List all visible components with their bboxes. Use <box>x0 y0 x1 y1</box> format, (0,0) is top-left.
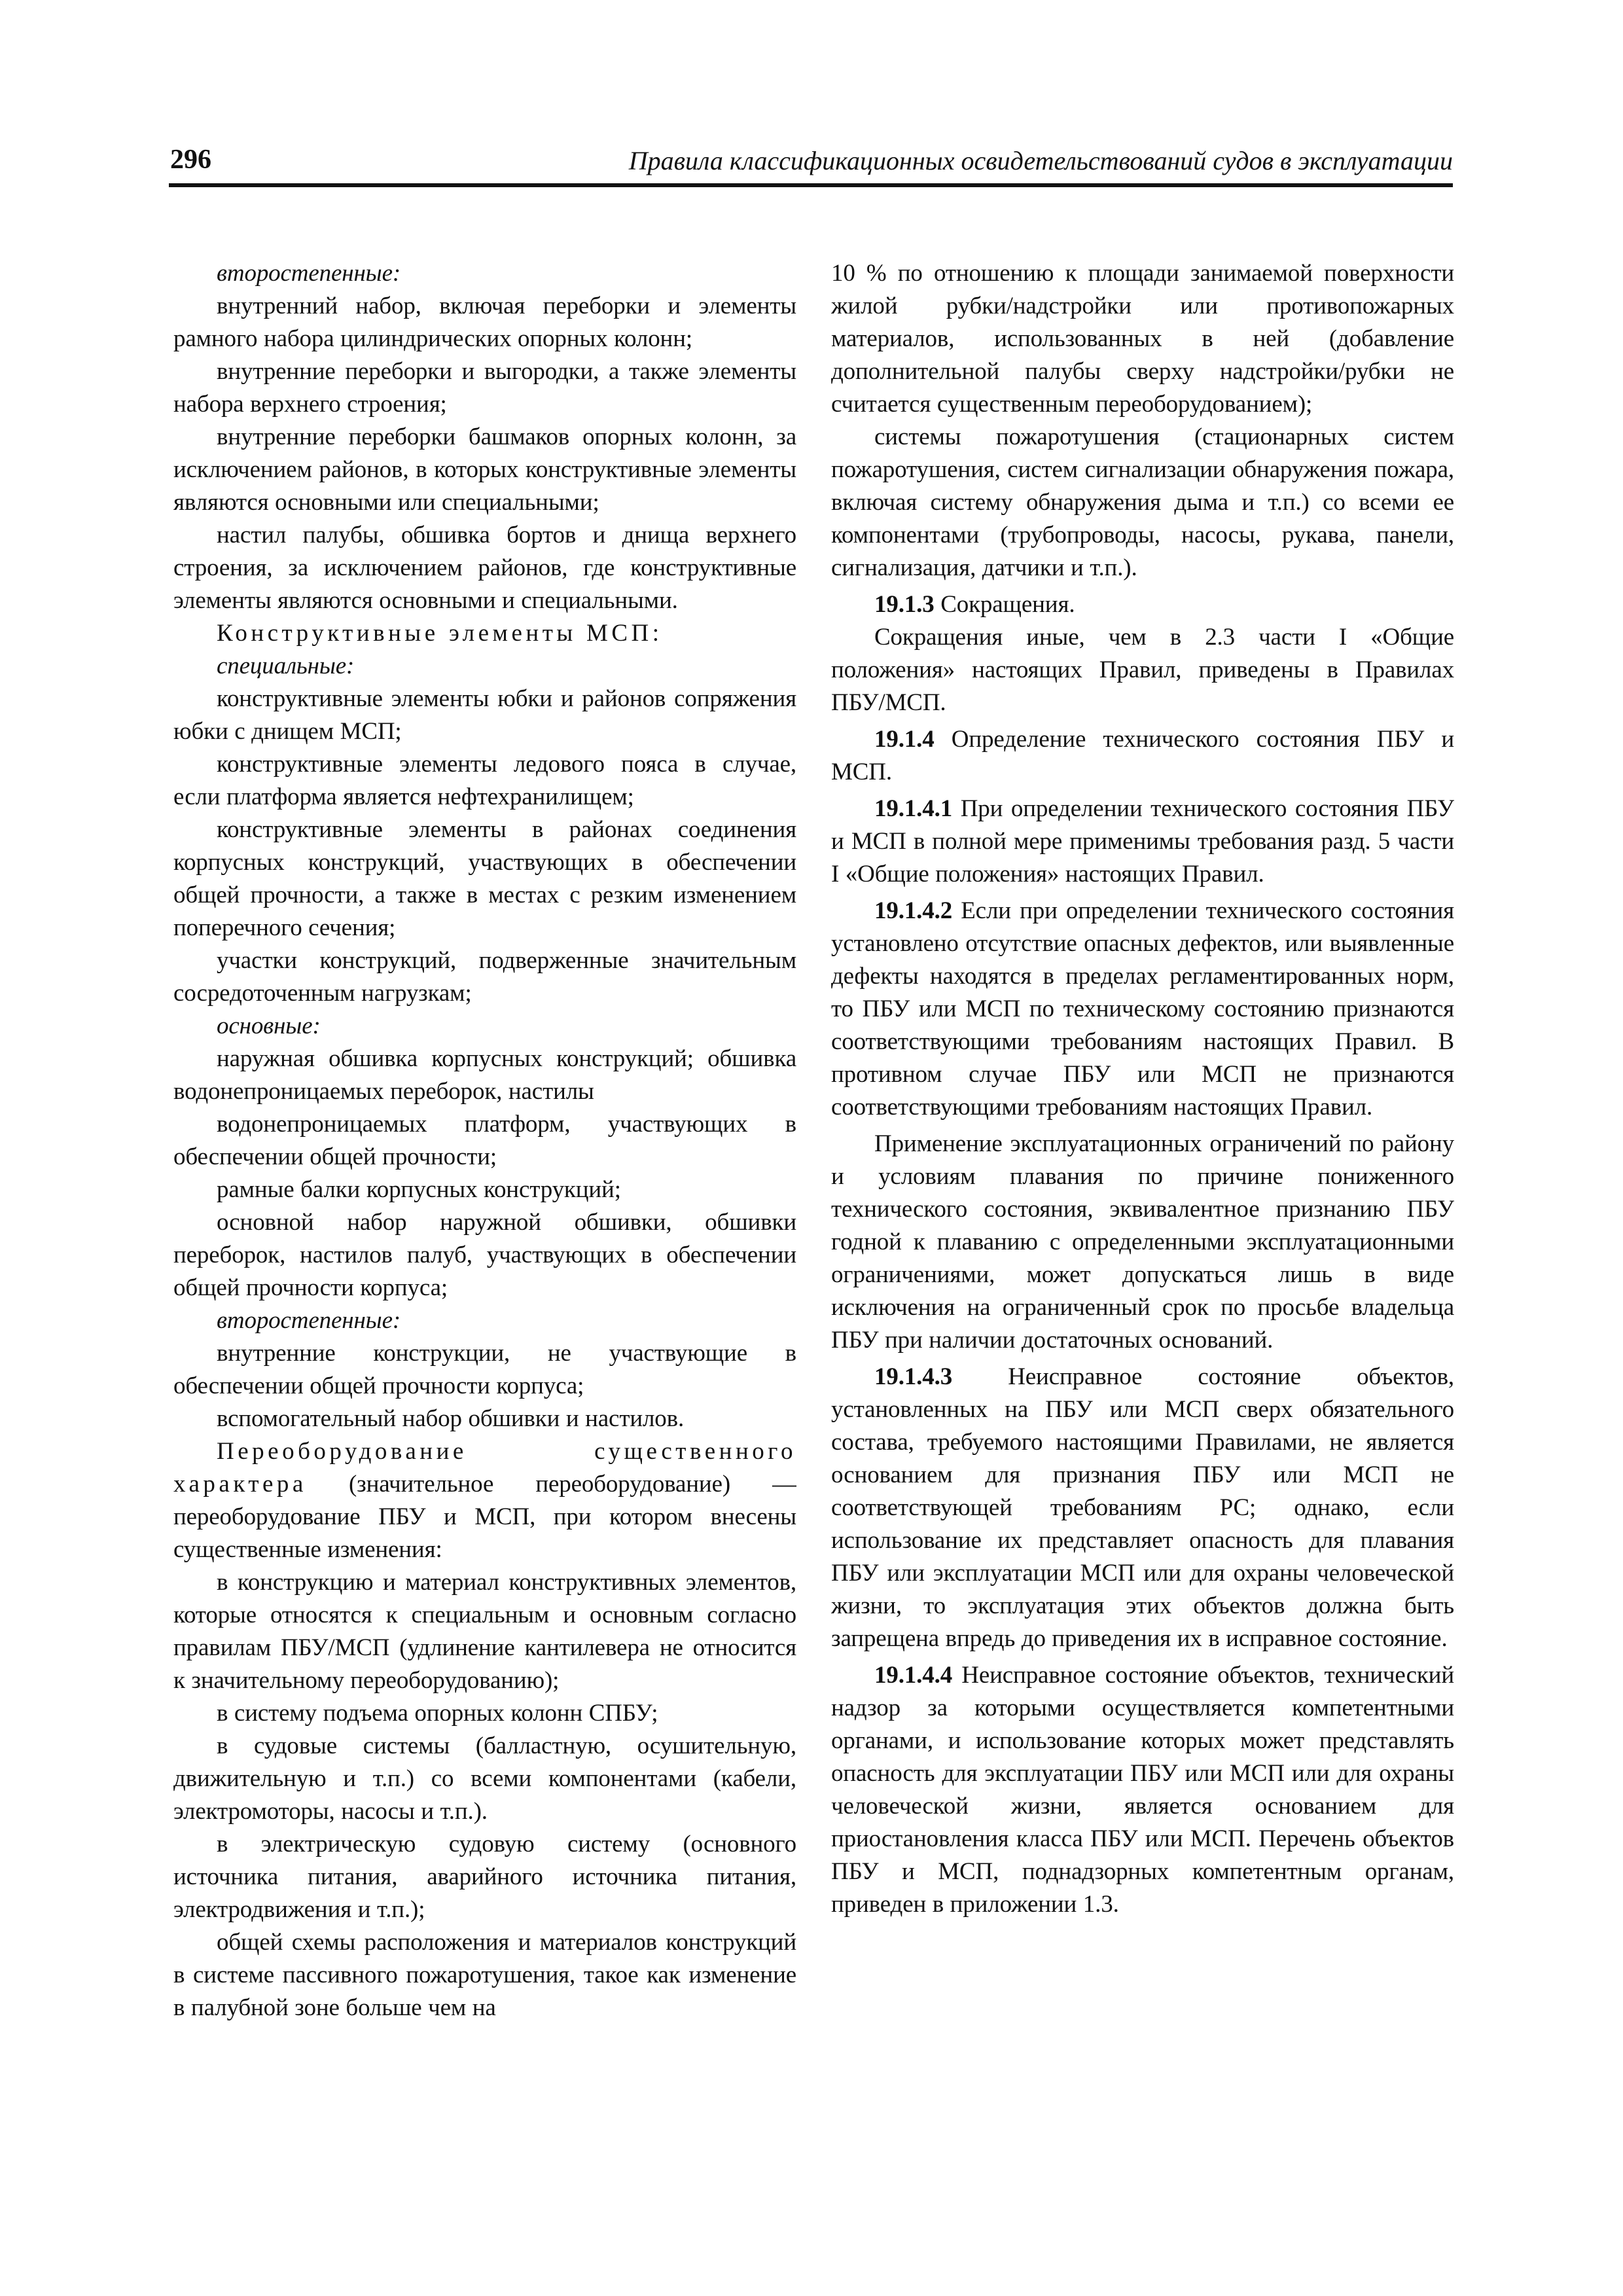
subheading-secondary: второстепенные: <box>217 260 401 287</box>
paragraph: в судовые системы (балластную, осушительную, движительную и т.п.) со всеми компонентами (кабели, электромоторы, насосы и т.п.). <box>173 1732 796 1825</box>
paragraph: внутренний набор, включая переборки и элементы рамного набора цилиндрических опорных колонн; <box>173 293 796 352</box>
paragraph: внутренние переборки башмаков опорных колонн, за исключением районов, в которых конструктивные элементы являются основными или специальными; <box>173 423 796 516</box>
section-number: 19.1.4.3 <box>874 1363 953 1390</box>
paragraph: рамные балки корпусных конструкций; <box>217 1176 621 1203</box>
section-term-msp-elements: Конструктивные элементы МСП: <box>217 620 663 647</box>
section-number: 19.1.4 <box>874 726 935 753</box>
section-19-1-4-2 <box>831 895 1454 1124</box>
running-title: Правила классификационных освидетельствований судов в эксплуатации <box>628 146 1453 175</box>
section-number: 19.1.4.4 <box>874 1662 953 1689</box>
section-19-1-3 <box>831 588 1454 621</box>
paragraph: настил палубы, обшивка бортов и днища верхнего строения, за исключением районов, где конструктивные элементы являются основными и специальными. <box>173 522 796 614</box>
definition-text: (значительное переоборудование) — переоборудование ПБУ и МСП, при котором внесены существенные изменения: <box>173 1471 796 1563</box>
paragraph: наружная обшивка корпусных конструкций; обшивка водонепроницаемых переборок, настилы <box>173 1045 796 1105</box>
left-column <box>173 257 796 2123</box>
section-text: При определении технического состояния ПБУ и МСП в полной мере применимы требования разд. 5 части I «Общие положения» настоящих Правил. <box>831 795 1454 888</box>
paragraph: внутренние конструкции, не участвующие в обеспечении общей прочности корпуса; <box>173 1340 796 1399</box>
right-column <box>831 257 1454 2123</box>
subheading-special: специальные: <box>217 653 355 679</box>
paragraph: Сокращения иные, чем в 2.3 части I «Общие положения» настоящих Правил, приведены в Правилах ПБУ/МСП. <box>831 624 1454 716</box>
paragraph: в электрическую судовую систему (основного источника питания, аварийного источника питания, электродвижения и т.п.); <box>173 1831 796 1923</box>
paragraph: вспомогательный набор обшивки и настилов. <box>217 1405 685 1432</box>
section-number: 19.1.4.2 <box>874 897 953 924</box>
paragraph: конструктивные элементы в районах соединения корпусных конструкций, участвующих в обеспечении общей прочности, а также в местах с резким изменением поперечного сечения; <box>173 816 796 941</box>
defined-term: Переоборудование существенного характера <box>173 1438 796 1498</box>
paragraph: общей схемы расположения и материалов конструкций в системе пассивного пожаротушения, такое как изменение в палубной зоне больше чем на <box>173 1929 796 2021</box>
paragraph: в систему подъема опорных колонн СПБУ; <box>217 1700 658 1727</box>
subheading-secondary: второстепенные: <box>217 1307 401 1334</box>
section-19-1-4-3 <box>831 1361 1454 1655</box>
subheading-main: основные: <box>217 1013 321 1039</box>
section-title: Определение технического состояния ПБУ и МСП. <box>831 726 1454 785</box>
section-number: 19.1.4.1 <box>874 795 953 822</box>
paragraph: участки конструкций, подверженные значительным сосредоточенным нагрузкам; <box>173 947 796 1007</box>
section-19-1-4-1 <box>831 793 1454 891</box>
section-19-1-4-4 <box>831 1659 1454 1921</box>
section-title: Сокращения. <box>934 591 1075 618</box>
section-text: Неисправное состояние объектов, установленных на ПБУ или МСП сверх обязательного состава, требуемого настоящими Правилами, не является основанием для признания ПБУ или МСП не соответствующей требованиям РС; однако, если использование их представляет опасность для плавания ПБУ или эксплуатации МСП или для охраны человеческой жизни, то эксплуатация этих объектов должна быть запрещена впредь до приведения их в исправное состояние. <box>831 1363 1454 1652</box>
page-number: 296 <box>170 145 211 175</box>
definition-paragraph <box>173 1435 796 1566</box>
section-text: Неисправное состояние объектов, технический надзор за которыми осуществляется компетентными органами, и использование которых может представлять опасность для эксплуатации ПБУ или МСП или для охраны человеческой жизни, является основанием для приостановления класса ПБУ или МСП. Перечень объектов ПБУ и МСП, поднадзорных компетентным органам, приведен в приложении 1.3. <box>831 1662 1454 1918</box>
section-text: Если при определении технического состояния установлено отсутствие опасных дефектов, или выявленные дефекты находятся в пределах регламентированных норм, то ПБУ или МСП по техническому состоянию признаются соответствующими требованиям настоящих Правил. В противном случае ПБУ или МСП не признаются соответствующими требованиям настоящих Правил. <box>831 897 1454 1121</box>
paragraph: системы пожаротушения (стационарных систем пожаротушения, систем сигнализации обнаружения пожара, включая систему обнаружения дыма и т.п.) со всеми ее компонентами (трубопроводы, насосы, рукава, панели, сигнализация, датчики и т.п.). <box>831 423 1454 581</box>
paragraph: основной набор наружной обшивки, обшивки переборок, настилов палуб, участвующих в обеспечении общей прочности корпуса; <box>173 1209 796 1301</box>
paragraph: конструктивные элементы ледового пояса в случае, если платформа является нефтехранилищем; <box>173 751 796 810</box>
paragraph: водонепроницаемых платформ, участвующих в обеспечении общей прочности; <box>173 1111 796 1170</box>
section-19-1-4 <box>831 723 1454 789</box>
paragraph: Применение эксплуатационных ограничений по району и условиям плавания по причине пониженного технического состояния, эквивалентное признанию ПБУ годной к плаванию с определенными эксплуатационными ограничениями, может допускаться лишь в виде исключения на ограниченный срок по просьбе владельца ПБУ при наличии достаточных оснований. <box>831 1130 1454 1354</box>
paragraph: внутренние переборки и выгородки, а также элементы набора верхнего строения; <box>173 358 796 418</box>
paragraph: конструктивные элементы юбки и районов сопряжения юбки с днищем МСП; <box>173 685 796 745</box>
paragraph: в конструкцию и материал конструктивных элементов, которые относятся к специальным и основным согласно правилам ПБУ/МСП (удлинение кантилевера не относится к значительному переоборудованию); <box>173 1569 796 1694</box>
page-header <box>169 139 1453 187</box>
section-number: 19.1.3 <box>874 591 935 618</box>
paragraph: 10 % по отношению к площади занимаемой поверхности жилой рубки/надстройки или противопожарных материалов, использованных в ней (добавление дополнительной палубы сверху надстройки/рубки не считается существенным переоборудованием); <box>831 260 1454 418</box>
